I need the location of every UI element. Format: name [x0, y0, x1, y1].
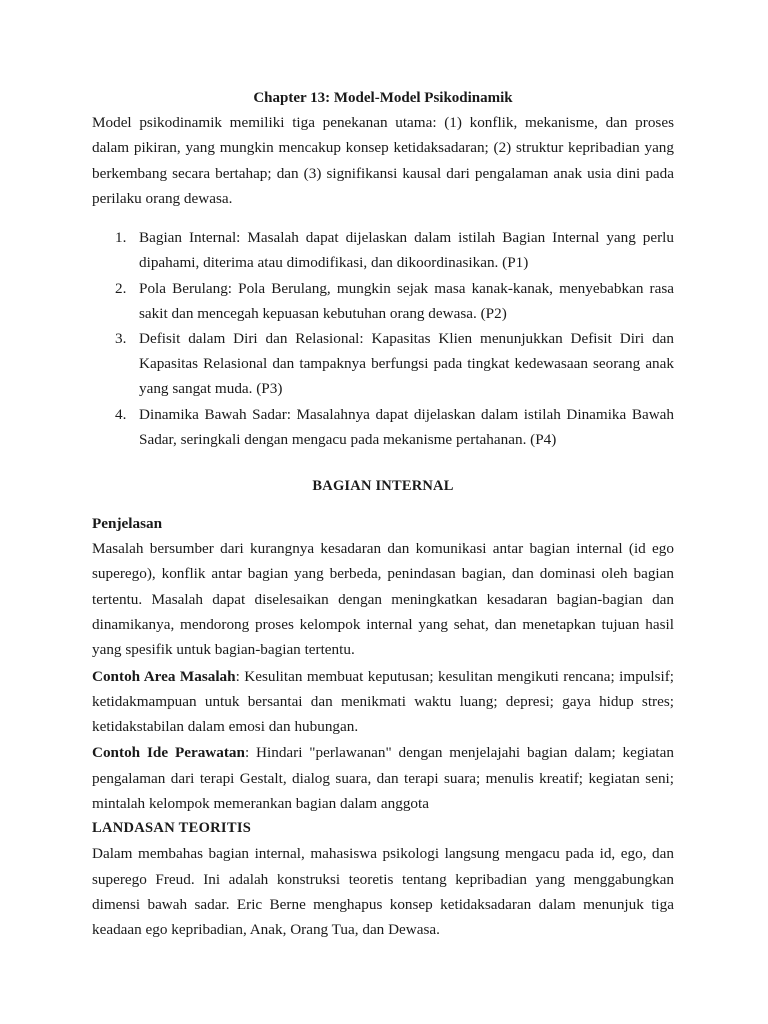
treatment-ideas-text: : Hindari "perlawanan" dengan menjelajahi bagian dalam; kegiatan pengalaman dari terapi Gestalt, dialog suara, dan terapi suara; menulis kreatif; kegiatan seni; mintalah kelompok memerankan bagian dalam anggota — [92, 744, 674, 813]
list-item-number: 1. — [115, 229, 127, 247]
list-item-text: Defisit dalam Diri dan Relasional: Kapasitas Klien menunjukkan Defisit Diri dan Kapasitas Relasional dan tampaknya berfungsi pada tingkat kedewasaan seorang anak yang sangat muda. (P3) — [139, 330, 674, 398]
section-heading: BAGIAN INTERNAL — [312, 478, 454, 495]
list-item-number: 3. — [115, 330, 127, 347]
list-item — [115, 402, 674, 452]
list-item-text: Pola Berulang: Pola Berulang, mungkin sejak masa kanak-kanak, menyebabkan rasa sakit dan mencegah kepuasan kebutuhan orang dewasa. (P2) — [139, 279, 674, 322]
problem-areas-text: : Kesulitan membuat keputusan; kesulitan mengikuti rencana; impulsif; ketidakmampuan untuk bersantai dan menikmati waktu luang; depresi; gaya hidup stres; ketidakstabilan dalam emosi dan hubungan. — [92, 667, 675, 736]
problem-areas-label: Contoh Area Masalah — [92, 667, 236, 685]
theory-paragraph: Dalam membahas bagian internal, mahasiswa psikologi langsung mengacu pada id, ego, dan superego Freud. Ini adalah konstruksi teoretis tentang kepribadian yang menggabungkan dimensi bawah sadar. Eric Berne menghapus konsep ketidaksadaran dalam menunjuk tiga keadaan ego kepribadian, Anak, Orang Tua, dan Dewasa. — [92, 845, 674, 939]
list-item-text: Bagian Internal: Masalah dapat dijelaskan dalam istilah Bagian Internal yang perlu dipahami, diterima atau dimodifikasi, dan dikoordinasikan. (P1) — [139, 229, 674, 272]
list-item-text: Dinamika Bawah Sadar: Masalahnya dapat dijelaskan dalam istilah Dinamika Bawah Sadar, seringkali dengan mengacu pada mekanisme pertahanan. (P4) — [139, 405, 674, 448]
chapter-intro-paragraph: Model psikodinamik memiliki tiga penekanan utama: (1) konflik, mekanisme, dan proses dalam pikiran, yang mungkin mencakup konsep ketidaksadaran; (2) struktur kepribadian yang berkembang secara bertahap; dan (3) signifikansi kausal dari pengalaman anak usia dini pada perilaku orang dewasa. — [92, 114, 674, 207]
chapter-title: Chapter 13: Model-Model Psikodinamik — [253, 90, 513, 106]
principles-list — [92, 225, 674, 452]
list-item — [115, 326, 674, 402]
problem-areas-paragraph — [92, 664, 674, 740]
list-item — [115, 225, 674, 275]
explanation-heading: Penjelasan — [92, 515, 163, 533]
list-item-number: 2. — [115, 279, 127, 297]
treatment-ideas-paragraph — [92, 740, 674, 816]
list-item — [115, 276, 674, 326]
list-item-number: 4. — [115, 405, 127, 423]
explanation-paragraph: Masalah bersumber dari kurangnya kesadaran dan komunikasi antar bagian internal (id ego superego), konflik antar bagian yang berbeda, penindasan bagian, dan dominasi oleh bagian tertentu. Masalah dapat diselesaikan dengan meningkatkan kesadaran bagian-bagian dan dinamikanya, mendorong proses kelompok internal yang sehat, dan menetapkan tujuan hasil yang spesifik untuk bagian-bagian tertentu. — [92, 540, 674, 659]
theory-heading: LANDASAN TEORITIS — [92, 820, 252, 837]
document-page — [92, 86, 674, 943]
treatment-ideas-label: Contoh Ide Perawatan — [92, 744, 245, 762]
